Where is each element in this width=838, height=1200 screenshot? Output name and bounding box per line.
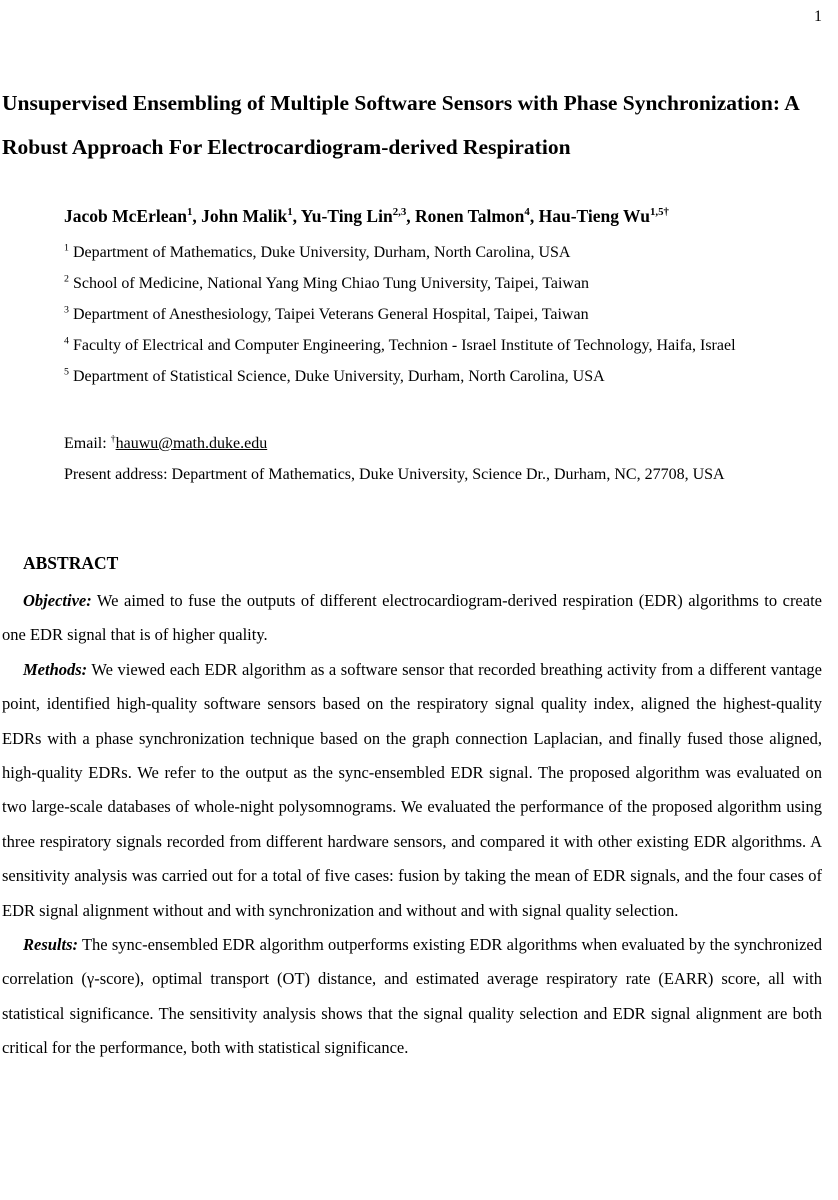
author-name: , Hau-Tieng Wu	[529, 206, 650, 226]
author-name: Jacob McErlean	[64, 206, 187, 226]
author	[192, 206, 292, 226]
paragraph-label: Methods:	[23, 659, 88, 679]
email-line	[64, 428, 822, 459]
page-number: 1	[814, 8, 822, 25]
email-label: Email:	[64, 435, 111, 452]
author	[406, 206, 530, 226]
affiliation-number: 3	[64, 304, 69, 316]
abstract-heading: ABSTRACT	[23, 553, 119, 573]
author-affiliation-marker: 1	[186, 206, 193, 219]
paragraph-label: Objective:	[23, 591, 92, 610]
abstract-paragraph-results	[2, 928, 822, 1066]
paper-title: Unsupervised Ensembling of Multiple Software Sensors with Phase Synchronization: A Robust Approach For Electrocardiogram-derived Respiration	[2, 91, 799, 159]
dagger-mark: †	[110, 433, 116, 445]
author-name: , Ronen Talmon	[406, 206, 525, 226]
affiliation-number: 2	[64, 273, 69, 285]
affiliation-text: Faculty of Electrical and Computer Engineering, Technion - Israel Institute of Technology, Haifa, Israel	[68, 337, 736, 354]
front-matter	[2, 203, 822, 490]
email-link[interactable]: hauwu@math.duke.edu	[115, 435, 268, 452]
paragraph-label: Results:	[23, 935, 79, 955]
affiliation-line	[64, 361, 822, 392]
author-affiliation-marker: 1,5†	[649, 206, 669, 219]
paragraph-text: We aimed to fuse the outputs of different electrocardiogram-derived respiration (EDR) algorithms to create one EDR signal that is of higher quality.	[2, 591, 822, 645]
affiliation-text: Department of Statistical Science, Duke University, Durham, North Carolina, USA	[68, 368, 605, 385]
present-address-line: Present address: Department of Mathematics, Duke University, Science Dr., Durham, NC, 27708, USA	[64, 466, 725, 483]
affiliation-line	[64, 330, 822, 361]
author-name: , John Malik	[192, 206, 288, 226]
affiliation-line	[64, 299, 822, 330]
author	[530, 206, 669, 226]
paragraph-text: We viewed each EDR algorithm as a software sensor that recorded breathing activity from a different vantage point, identified high-quality software sensors based on the respiratory signal quality index, aligned the highest-quality EDRs with a phase synchronization technique based on the graph connection Laplacian, and finally fused those aligned, high-quality EDRs. We refer to the output as the sync-ensembled EDR signal. The proposed algorithm was evaluated on two large-scale databases of whole-night polysomnograms. We evaluated the performance of the proposed algorithm using three respiratory signals recorded from different hardware sensors, and compared it with other existing EDR algorithms. A sensitivity analysis was carried out for a total of five cases: fusion by taking the mean of EDR signals, and the four cases of EDR signal alignment without and with synchronization and without and with signal quality selection.	[2, 659, 822, 920]
author-line	[64, 203, 822, 229]
author-affiliation-marker: 2,3	[392, 206, 407, 219]
author-affiliation-marker: 1	[287, 206, 293, 219]
affiliation-text: School of Medicine, National Yang Ming Chiao Tung University, Taipei, Taiwan	[68, 275, 590, 292]
author-name: , Yu-Ting Lin	[292, 206, 393, 226]
affiliation-list	[64, 237, 822, 392]
author	[64, 206, 192, 226]
abstract-paragraph-objective	[2, 584, 822, 653]
affiliation-number: 1	[64, 242, 69, 254]
author-affiliation-marker: 4	[524, 206, 530, 219]
author	[293, 206, 407, 226]
affiliation-text: Department of Anesthesiology, Taipei Veterans General Hospital, Taipei, Taiwan	[68, 306, 589, 323]
contact-block	[64, 428, 822, 490]
affiliation-text: Department of Mathematics, Duke University, Durham, North Carolina, USA	[68, 244, 571, 261]
abstract-paragraph-methods	[2, 653, 822, 928]
paragraph-text: The sync-ensembled EDR algorithm outperforms existing EDR algorithms when evaluated by the synchronized correlation (γ-score), optimal transport (OT) distance, and estimated average respiratory rate (EARR) score, all with statistical significance. The sensitivity analysis shows that the signal quality selection and EDR signal alignment are both critical for the performance, both with statistical significance.	[2, 935, 822, 1058]
affiliation-line	[64, 237, 822, 268]
affiliation-number: 4	[64, 335, 69, 347]
affiliation-line	[64, 268, 822, 299]
affiliation-number: 5	[64, 366, 69, 378]
abstract-body	[2, 584, 822, 1066]
